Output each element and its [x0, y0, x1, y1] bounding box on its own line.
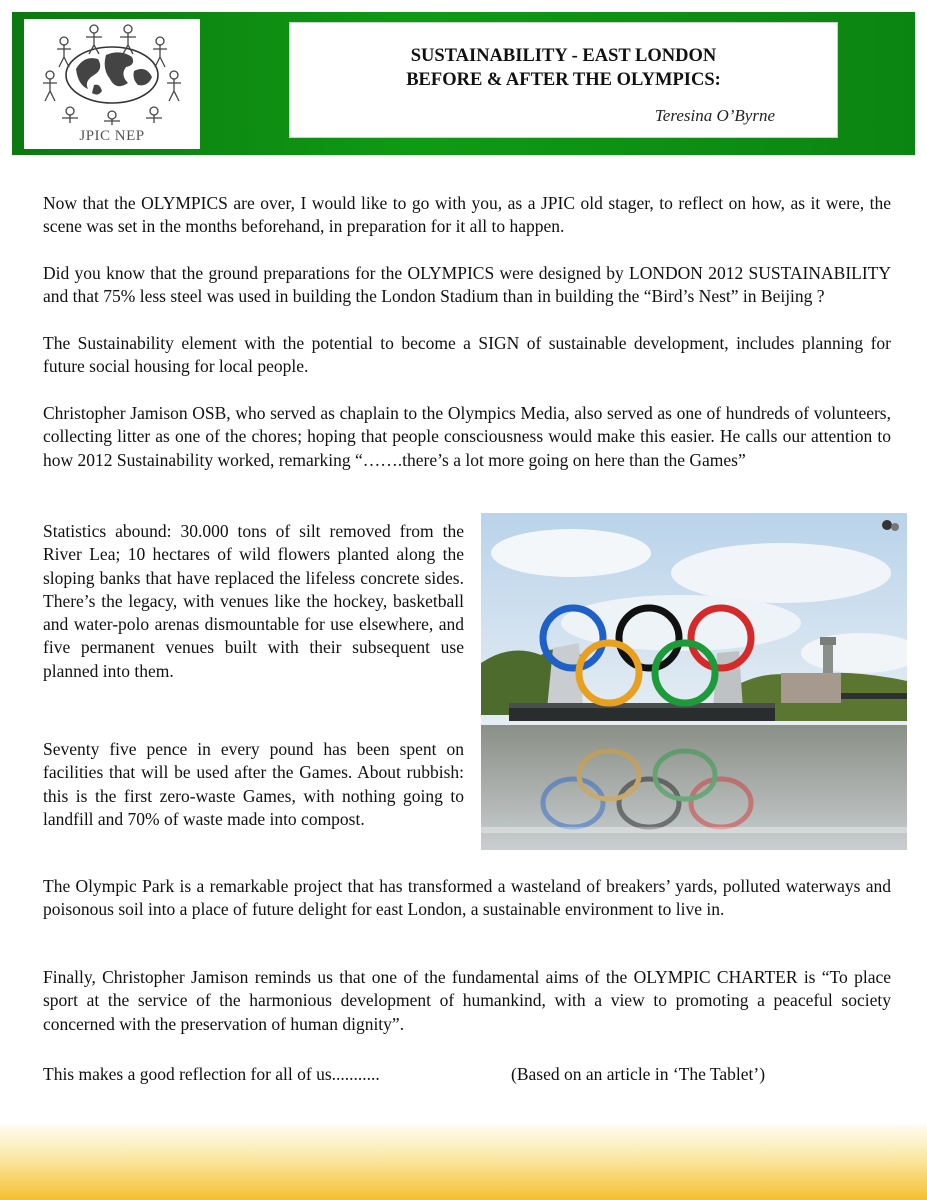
paragraph-jamison: Christopher Jamison OSB, who served as chaplain to the Olympics Media, also served as one of hundreds of volunteers, collecting litter as one of the chores; hoping that people consciousness would make this easier. He calls our attention to how 2012 Sustainability worked, remarking “…….there’s a lot more going on here than the Games”: [43, 403, 891, 470]
logo-caption: JPIC NEP: [79, 128, 145, 144]
olympic-rings-photo: [481, 513, 907, 850]
paragraph-charter: Finally, Christopher Jamison reminds us that one of the fundamental aims of the OLYMPIC CHARTER is “To place sport at the service of the harmonious development of humankind, with a view to promoting a peaceful society concerned with the preservation of human dignity”.: [43, 967, 891, 1034]
paragraph-facilities: Seventy five pence in every pound has been spent on facilities that will be used after the Games. About rubbish: this is the first zero-waste Games, with nothing going to landfill and 70% of waste made into compost.: [43, 739, 464, 829]
paragraph-sustainability-sign: The Sustainability element with the potential to become a SIGN of sustainable development, includes planning for future social housing for local people.: [43, 333, 891, 377]
page-title-line-1: SUSTAINABILITY - EAST LONDON: [410, 46, 717, 66]
source-citation: (Based on an article in ‘The Tablet’): [511, 1064, 766, 1084]
page-title-line-2: BEFORE & AFTER THE OLYMPICS:: [406, 70, 721, 90]
author-name: Teresina O’Byrne: [654, 106, 775, 125]
paragraph-statistics: Statistics abound: 30.000 tons of silt removed from the River Lea; 10 hectares of wild flowers planted along the sloping banks that have replaced the lifeless concrete sides. There’s the legacy, with venues like the hockey, basketball and water-polo arenas dismountable for use elsewhere, and five permanent venues built with their subsequent use planned into them.: [43, 521, 464, 681]
closing-line: This makes a good reflection for all of us...........: [43, 1064, 380, 1084]
jpic-logo: [24, 19, 200, 149]
globe-people-logo-icon: [24, 19, 200, 129]
title-box: [289, 22, 838, 138]
paragraph-olympic-park: The Olympic Park is a remarkable project that has transformed a wasteland of breakers’ yards, polluted waterways and poisonous soil into a place of future delight for east London, a sustainable environment to live in.: [43, 876, 891, 920]
paragraph-preparations: Did you know that the ground preparations for the OLYMPICS were designed by LONDON 2012 SUSTAINABILITY and that 75% less steel was used in building the London Stadium than in building the “Bird’s Nest” in Beijing ?: [43, 263, 891, 307]
footer-band: [0, 1125, 927, 1200]
paragraph-intro: Now that the OLYMPICS are over, I would like to go with you, as a JPIC old stager, to reflect on how, as it were, the scene was set in the months beforehand, in preparation for it all to happen.: [43, 193, 891, 237]
